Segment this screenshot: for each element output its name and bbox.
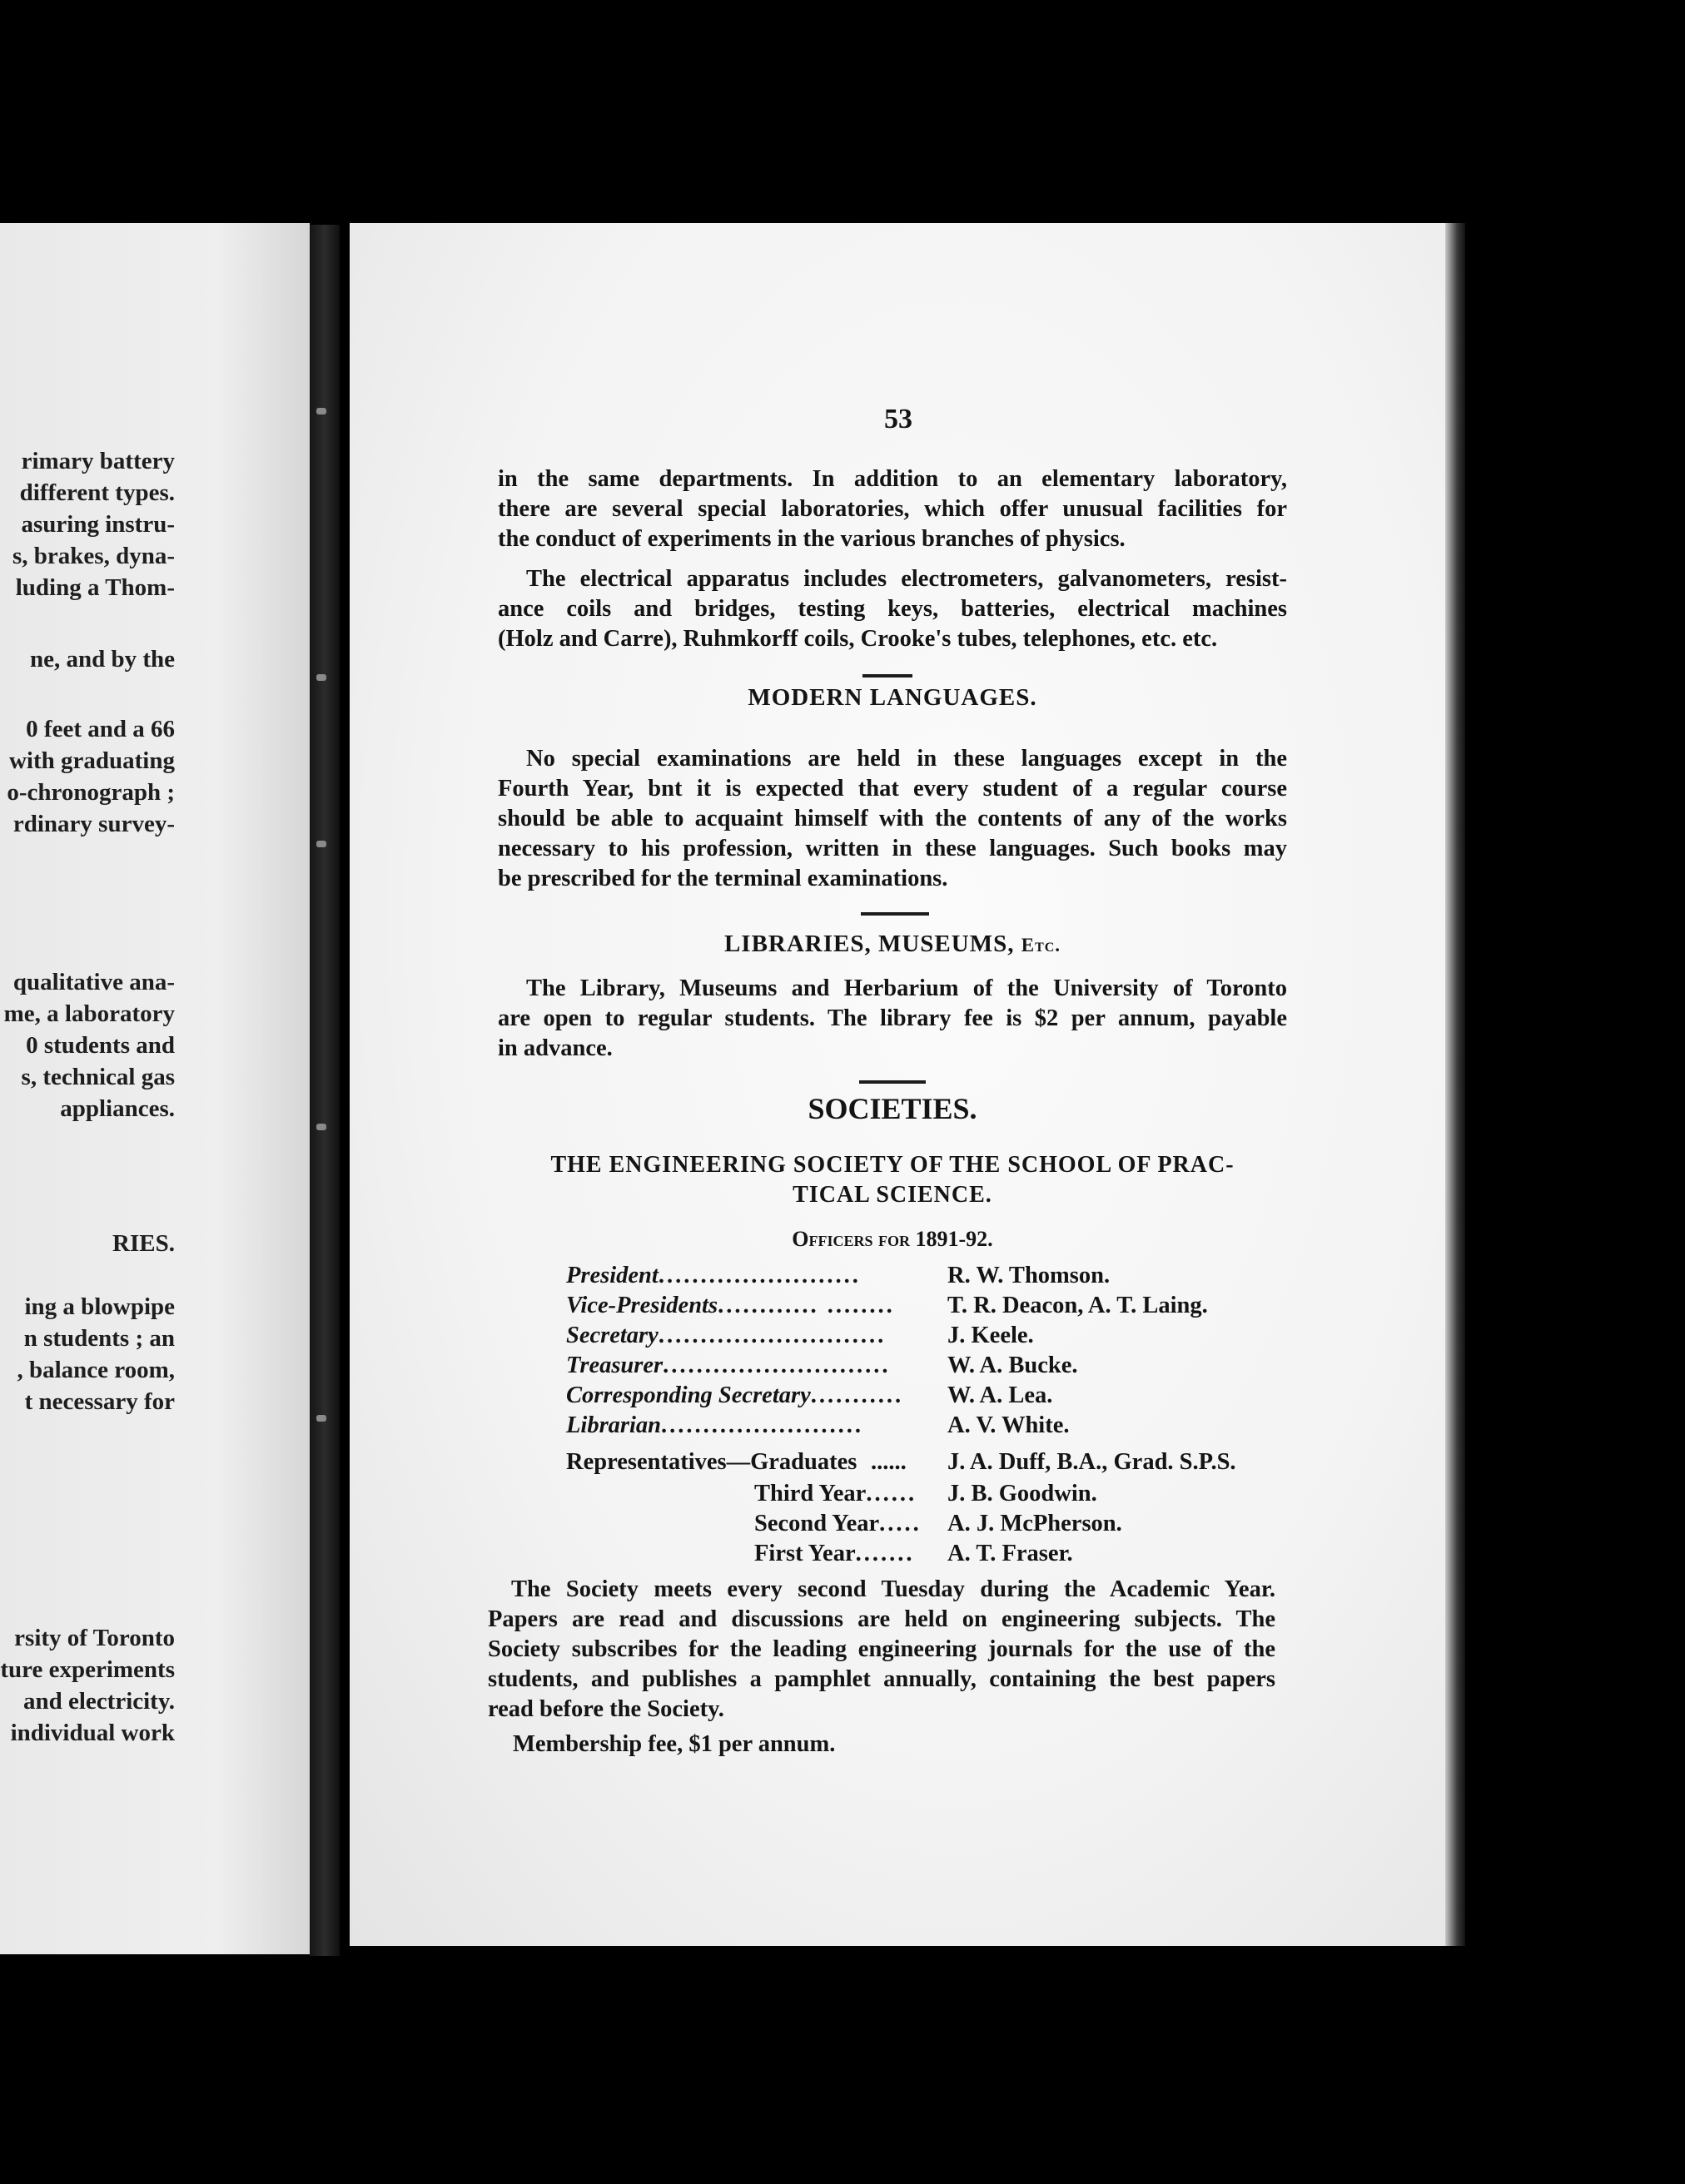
left-line: with graduating xyxy=(8,747,175,774)
officer-role: Vice-Presidents xyxy=(566,1293,718,1318)
text-line: in the same departments. In addition to an elementary laboratory, xyxy=(498,466,1287,492)
officer-role: President xyxy=(566,1263,659,1288)
left-line: 0 feet and a 66 xyxy=(26,716,175,742)
society-title-line-1: THE ENGINEERING SOCIETY OF THE SCHOOL OF PRAC- xyxy=(550,1152,1235,1178)
intro-paragraph xyxy=(498,464,1287,554)
leader-dots: ........................ xyxy=(658,1263,861,1288)
left-line: qualitative ana- xyxy=(12,969,175,995)
left-line: rsity of Toronto xyxy=(14,1625,175,1651)
officer-role: Librarian xyxy=(566,1412,662,1438)
left-line: s, technical gas xyxy=(21,1064,175,1090)
representative-year xyxy=(754,1480,917,1508)
representative-name: A. J. McPherson. xyxy=(947,1511,1122,1536)
leader-dots: ........... xyxy=(810,1382,904,1408)
officer-name: J. Keele. xyxy=(947,1323,1034,1348)
officer-row-treasurer xyxy=(566,1352,891,1380)
left-line: appliances. xyxy=(60,1095,175,1122)
text-line: No special examinations are held in these languages except in the xyxy=(526,746,1287,772)
representative-name: J. A. Duff, B.A., Grad. S.P.S. xyxy=(947,1449,1236,1475)
left-line: and electricity. xyxy=(22,1688,175,1715)
binding-hole xyxy=(316,674,326,681)
officer-row-librarian xyxy=(566,1412,863,1440)
text-line: necessary to his profession, written in these languages. Such books may xyxy=(498,836,1287,861)
text-line: The Library, Museums and Herbarium of the University of Toronto xyxy=(526,975,1287,1001)
representative-name: J. B. Goodwin. xyxy=(947,1481,1097,1506)
book-gutter xyxy=(310,225,340,1956)
leader-dots: ........................ xyxy=(661,1412,864,1438)
left-line: luding a Thom- xyxy=(15,574,175,601)
leader-dots: ........................... xyxy=(658,1323,887,1348)
text-line: Society subscribes for the leading engineering journals for the use of the xyxy=(488,1636,1275,1662)
text-line: The Society meets every second Tuesday during the Academic Year. xyxy=(511,1576,1275,1602)
leader-dots: ....... xyxy=(855,1541,915,1566)
text-line: the conduct of experiments in the various branches of physics. xyxy=(498,526,1126,552)
leader-dots: ............ ........ xyxy=(718,1293,895,1318)
officer-name: T. R. Deacon, A. T. Laing. xyxy=(947,1293,1208,1318)
section-rule xyxy=(859,1080,926,1084)
leader-dots: ...... xyxy=(866,1481,917,1506)
left-line: rdinary survey- xyxy=(12,811,175,837)
text-line: read before the Society. xyxy=(488,1696,724,1722)
section-rule xyxy=(862,674,912,678)
left-line: s, brakes, dyna- xyxy=(12,543,175,569)
libraries-heading-main: LIBRARIES, MUSEUMS, xyxy=(723,931,1021,957)
left-line: ne, and by the xyxy=(29,646,175,673)
binding-hole xyxy=(316,841,326,847)
page-number: 53 xyxy=(884,404,912,434)
binding-hole xyxy=(316,1124,326,1130)
officer-row-corresponding-secretary xyxy=(566,1382,903,1410)
year-label: Second Year xyxy=(754,1511,880,1536)
section-rule xyxy=(861,912,929,916)
text-line: in advance. xyxy=(498,1035,613,1061)
text-line: Papers are read and discussions are held on engineering subjects. The xyxy=(488,1606,1275,1632)
leader-dots: ........................... xyxy=(663,1353,891,1378)
left-line: rimary battery xyxy=(21,448,175,474)
text-line: there are several special laboratories, which offer unusual facilities for xyxy=(498,496,1287,522)
year-label: Third Year xyxy=(754,1481,867,1506)
officer-name: A. V. White. xyxy=(947,1412,1070,1438)
text-line: students, and publishes a pamphlet annually, containing the best papers xyxy=(488,1666,1275,1692)
membership-fee: Membership fee, $1 per annum. xyxy=(513,1731,836,1757)
left-line: asuring instru- xyxy=(21,511,175,538)
text-line: be prescribed for the terminal examinations. xyxy=(498,866,948,891)
leader-dots: ...... xyxy=(871,1449,907,1475)
left-line: t necessary for xyxy=(24,1388,175,1415)
text-line: should be able to acquaint himself with the contents of any of the works xyxy=(498,806,1287,831)
apparatus-paragraph xyxy=(498,564,1287,654)
previous-page xyxy=(0,223,310,1954)
text-line: are open to regular students. The library fee is $2 per annum, payable xyxy=(498,1005,1287,1031)
year-label: First Year xyxy=(754,1541,856,1566)
officer-name: W. A. Bucke. xyxy=(947,1353,1078,1378)
left-line: , balance room, xyxy=(17,1357,175,1383)
left-line: n students ; an xyxy=(23,1325,175,1352)
representative-year xyxy=(754,1540,914,1568)
left-line: me, a laboratory xyxy=(3,1000,175,1027)
left-line: RIES. xyxy=(112,1230,175,1257)
society-title-line-2: TICAL SCIENCE. xyxy=(793,1182,992,1208)
officer-role: Treasurer xyxy=(566,1353,664,1378)
text-line: ance coils and bridges, testing keys, batteries, electrical machines xyxy=(498,596,1287,622)
societies-heading: SOCIETIES. xyxy=(808,1092,977,1125)
representative-year xyxy=(754,1510,922,1538)
left-line: different types. xyxy=(19,479,175,506)
left-line: o-chronograph ; xyxy=(7,779,175,806)
left-line: 0 students and xyxy=(26,1032,175,1059)
modern-languages-paragraph xyxy=(498,744,1287,894)
meeting-paragraph xyxy=(488,1575,1275,1725)
left-line: individual work xyxy=(10,1720,175,1746)
officer-role: Secretary xyxy=(566,1323,659,1348)
page-edge xyxy=(1445,223,1465,1946)
text-line: The electrical apparatus includes electrometers, galvanometers, resist- xyxy=(526,566,1287,592)
officer-row-secretary xyxy=(566,1322,886,1350)
officer-row-vice-presidents xyxy=(566,1292,895,1320)
officer-name: R. W. Thomson. xyxy=(947,1263,1111,1288)
binding-hole xyxy=(316,1415,326,1422)
binding-hole xyxy=(316,408,326,414)
left-line: ture experiments xyxy=(0,1656,175,1683)
officer-role: Corresponding Secretary xyxy=(566,1382,811,1408)
text-line: Fourth Year, bnt it is expected that every student of a regular course xyxy=(498,776,1287,802)
leader-dots: ..... xyxy=(879,1511,922,1536)
libraries-heading xyxy=(498,931,1287,958)
left-line: ing a blowpipe xyxy=(24,1293,175,1320)
representative-name: A. T. Fraser. xyxy=(947,1541,1073,1566)
modern-languages-heading: MODERN LANGUAGES. xyxy=(748,684,1037,711)
text-line: (Holz and Carre), Ruhmkorff coils, Crooke's tubes, telephones, etc. etc. xyxy=(498,626,1218,652)
officer-name: W. A. Lea. xyxy=(947,1382,1053,1408)
officer-row-president xyxy=(566,1262,861,1290)
representatives-label: Representatives—Graduates xyxy=(566,1449,857,1475)
officers-heading: Officers for 1891-92. xyxy=(792,1227,993,1251)
libraries-paragraph xyxy=(498,974,1287,1064)
libraries-heading-etc: Etc. xyxy=(1021,935,1061,956)
